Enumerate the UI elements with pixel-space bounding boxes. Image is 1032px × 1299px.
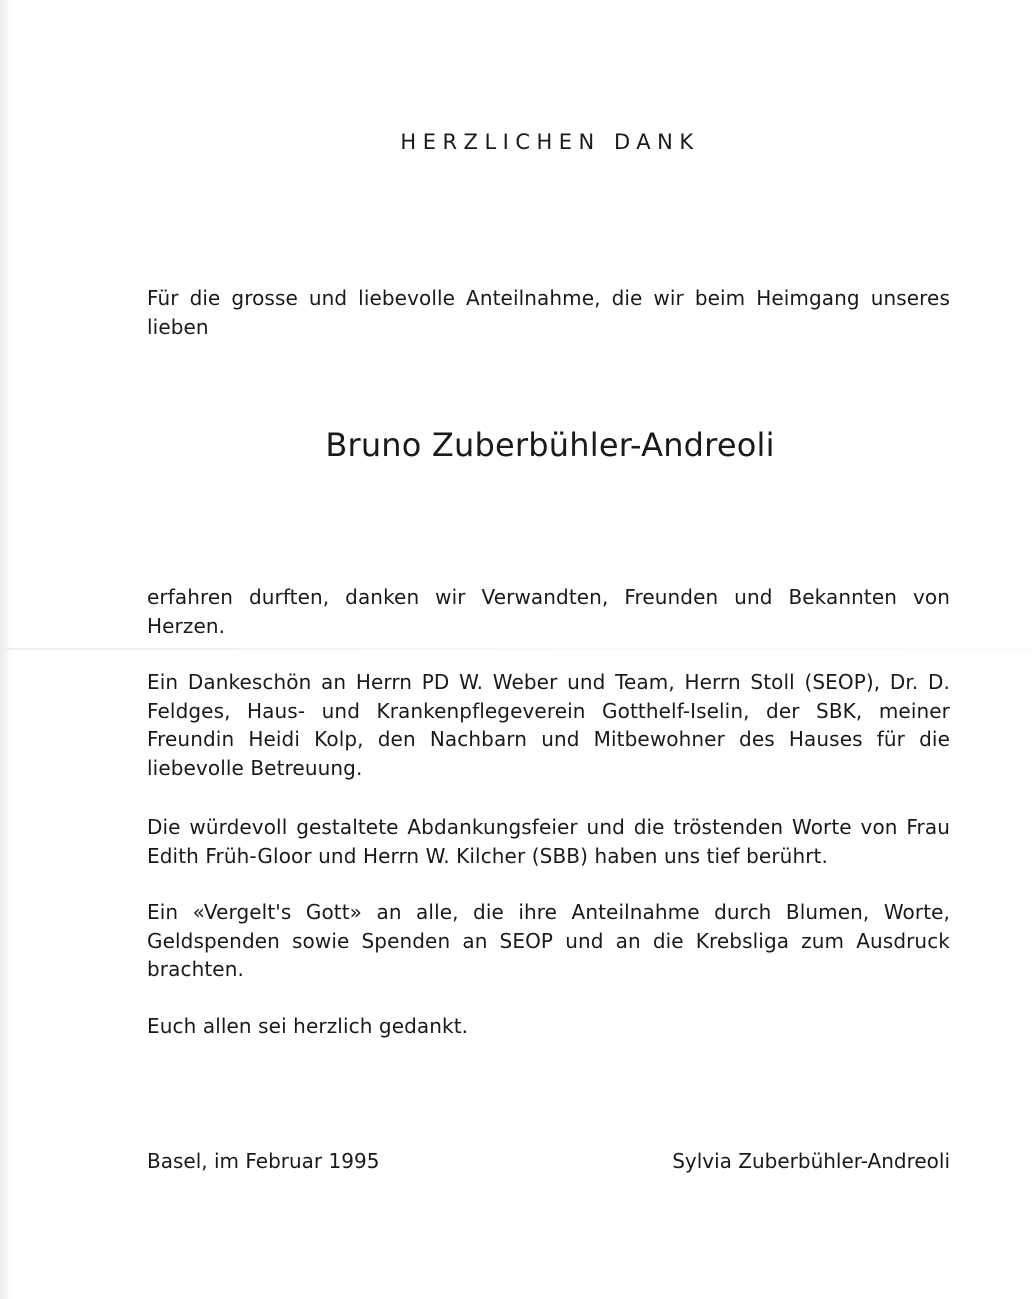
body-paragraph: Ein Dankeschön an Herrn PD W. Weber und Team, Herrn Stoll (SEOP), Dr. D. Feldges, Haus- und Krankenpflegeverein Gotthelf-Iselin, der SBK, meiner Freundin Heidi Kolp, den Nachbarn und Mitbewohner des Hauses für die liebevolle Betreuung. (147, 670, 950, 780)
place-and-date: Basel, im Februar 1995 (147, 1149, 380, 1173)
closing-line: Euch allen sei herzlich gedankt. (147, 1014, 469, 1038)
document-heading: HERZLICHEN DANK (400, 130, 700, 154)
deceased-name: Bruno Zuberbühler-Andreoli (325, 426, 775, 464)
signer-name: Sylvia Zuberbühler-Andreoli (672, 1149, 950, 1173)
intro-paragraph: Für die grosse und liebevolle Anteilnahme, die wir beim Heimgang unseres lieben (147, 286, 950, 339)
body-paragraph: Die würdevoll gestaltete Abdankungsfeier und die tröstenden Worte von Frau Edith Früh-Gloor und Herrn W. Kilcher (SBB) haben uns tief berührt. (147, 815, 950, 868)
body-paragraph: erfahren durften, danken wir Verwandten, Freunden und Bekannten von Herzen. (147, 585, 950, 638)
fold-line (0, 648, 1032, 650)
body-paragraph: Ein «Vergelt's Gott» an alle, die ihre Anteilnahme durch Blumen, Worte, Geldspenden sowie Spenden an SEOP und an die Krebsliga zum Ausdruck brachten. (147, 900, 950, 981)
